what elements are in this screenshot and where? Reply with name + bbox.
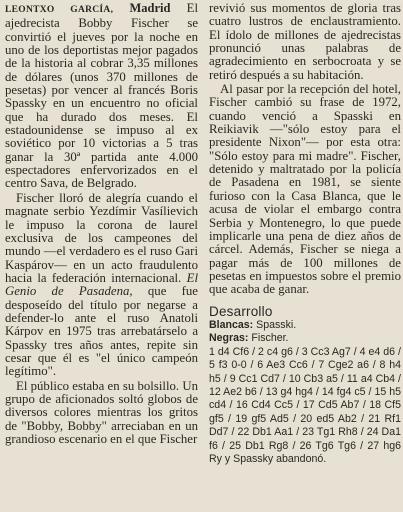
- left-column: [5, 2, 198, 446]
- black-label: Negras:: [209, 332, 249, 345]
- paragraph-2: [5, 192, 198, 379]
- game-heading: Desarrollo: [209, 303, 273, 319]
- paragraph-2-tail: que fue desposeído del título por negarse a defender-lo ante el ruso Anatoli Kárpov en 1975 tras arrebatárselo a Spassky tres años antes, repite sin cesar que él es "el único campeón legítimo".: [5, 284, 198, 379]
- paragraph-1: [5, 2, 198, 191]
- game-moves: 1 d4 Cf6 / 2 c4 g6 / 3 Cc3 Ag7 / 4 e4 d6 / 5 f3 0-0 / 6 Ae3 Cc6 / 7 Cge2 a6 / 8 h4 h5 / 9 Cc1 Cd7 / 10 Cb3 a5 / 11 a4 Cb4 / 12 Ae2 b6 / 13 g4 hg4 / 14 fg4 c5 / 15 h5 cd4 / 16 Cd4 Cc5 / 17 Cd5 Ab7 / 18 Cf5 gf5 / 19 gf5 Ad5 / 20 ed5 Ab2 / 21 Rf1 Dd7 / 22 Db1 Aa1 / 23 Tg1 Rh8 / 24 Da1 f6 / 25 Db1 Rg8 / 26 Tg6 Tg6 / 27 hg6 Ry y Spassky abandonó.: [209, 345, 401, 465]
- byline: [5, 1, 170, 15]
- white-player: Spasski.: [256, 318, 297, 331]
- paragraph-2-text: Fischer lloró de alegría cuando el magnate serbio Yezdímir Vasílievich le impuso la corona de laurel exclusiva de los campeones del mundo —el verdadero es el ruso Gari Kaspárov— en un acto fraudulento hacia la federación internacional.: [5, 190, 198, 285]
- black-player: Fischer.: [251, 332, 289, 345]
- right-column: [209, 2, 401, 466]
- paragraph-4: revivió sus momentos de gloria tras cuatro lustros de enclaustramiento. El ídolo de millones de ajedrecistas pronunció unas palabras de agradecimiento en serbocroata y se retiró después a su habitación.: [209, 1, 401, 82]
- paragraph-1-text: El ajedrecista Bobby Fischer se convirtió el jueves por la noche en uno de los deportistas mejor pagados de la historia al cobrar 3,35 millones de dólares (unos 370 millones de pesetas) por vencer al francés Boris Spassky en un encuentro no oficial que ha durado dos meses. El estadounidense se impuso al ex soviético por 10 victorias a 5 tras ganar la 30ª partida ante 4.000 espectadores enfervorizados en el centro Sava, de Belgrado.: [5, 1, 199, 191]
- nickname-italic: El Genio de Pasadena,: [5, 270, 198, 299]
- paragraph-3: El público estaba en su bolsillo. Un grupo de aficionados soltó globos de diversos colores mientras los gritos de "Bobby, Bobby" arreciaban en un grandioso escenario en el que Fischer: [5, 378, 198, 446]
- dateline-city: Madrid: [129, 1, 171, 15]
- players-line: [209, 319, 401, 346]
- author-name: LEONTXO GARCÍA,: [5, 5, 114, 15]
- paragraph-5: Al pasar por la recepción del hotel, Fischer cambió su frase de 1972, cuando venció a Spasski en Reikiavik —"sólo estoy para el presidente Nixon"— por esta otra: "Sólo estoy para mi madre". Fischer, detenido y maltratado por la policía de Pasadena en 1981, se siente furioso con la Casa Blanca, que le acusa de violar el embargo contra Serbia y Montenegro, lo que puede implicarle una pena de diez años de cárcel. Además, Fischer se niega a pagar más de 100 millones de pesetas en impuestos sobre el premio que acaba de ganar.: [209, 82, 401, 297]
- white-label: Blancas:: [209, 318, 254, 331]
